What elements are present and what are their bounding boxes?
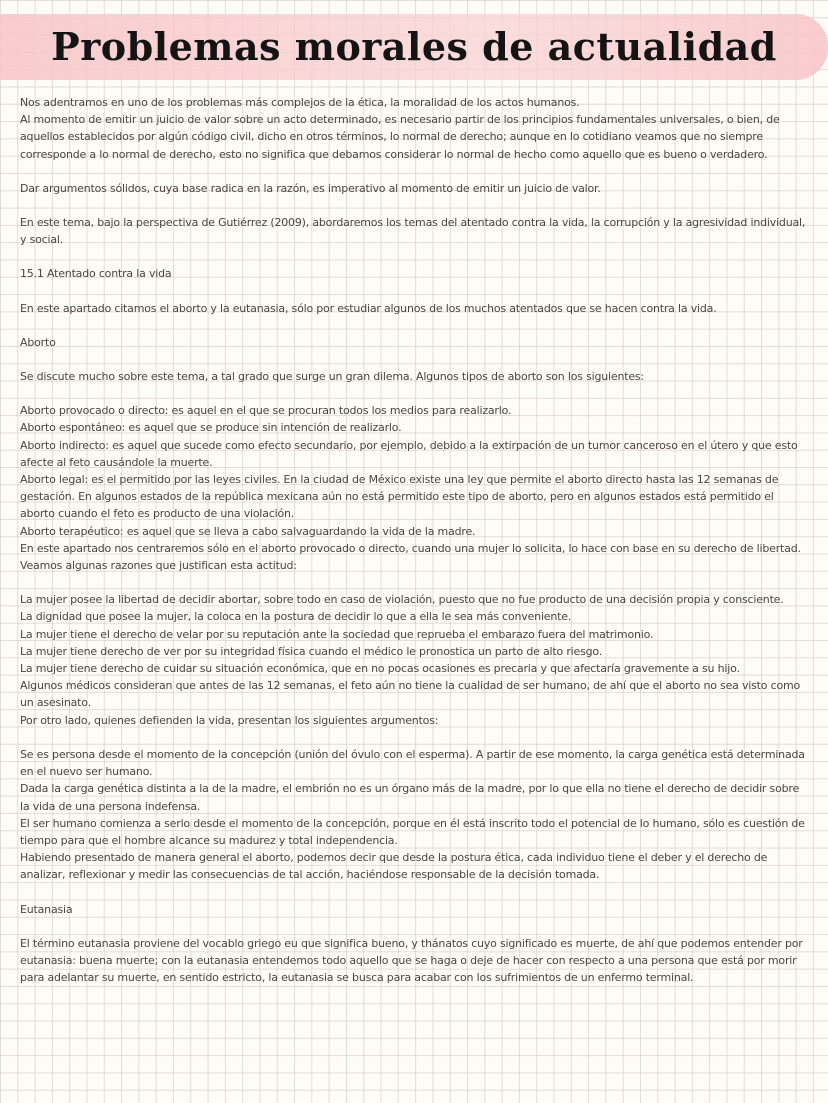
blank-line [20, 163, 810, 180]
text-line: La mujer tiene derecho de cuidar su situación económica, que en no pocas ocasiones es precaria y que afectaría gravemente a su hijo. [20, 662, 740, 676]
text-line: Aborto espontáneo: es aquel que se produce sin intención de realizarlo. [20, 421, 402, 435]
text-line: Por otro lado, quienes defienden la vida, presentan los siguientes argumentos: [20, 713, 439, 727]
text-line: El término eutanasia proviene del vocablo griego eu que significa bueno, y thánatos cuyo significado es muerte, de ahí que podemos entender por eutanasia: buena muerte; con la eutanasia entendemos todo aquello que se haga o deje de hacer con respecto a una persona que está por morir para adelantar su muerte, en sentido estricto, la eutanasia se busca para acabar con los sufrimientos de un enfermo terminal. [20, 936, 803, 985]
text-line: Aborto terapéutico: es aquel que se lleva a cabo salvaguardando la vida de la madre. [20, 524, 476, 538]
text-line: Aborto indirecto: es aquel que sucede como efecto secundario, por ejemplo, debido a la extirpación de un tumor canceroso en el útero y que esto afecte al feto causándole la muerte. [20, 438, 798, 469]
blank-line [20, 197, 810, 214]
blank-line [20, 918, 810, 935]
blank-line [20, 283, 810, 300]
text-line: En este apartado nos centraremos sólo en el aborto provocado o directo, cuando una mujer lo solicita, lo hace con base en su derecho de libertad. Veamos algunas razones que justifican esta actitud: [20, 541, 801, 573]
text-line: La mujer posee la libertad de decidir abortar, sobre todo en caso de violación, puesto que no fue producto de una decisión propia y consciente. [20, 593, 784, 607]
blank-line [20, 574, 810, 591]
text-line: La mujer tiene el derecho de velar por su reputación ante la sociedad que reprueba el embarazo fuera del matrimonio. [20, 627, 654, 641]
text-line: En este tema, bajo la perspectiva de Gutiérrez (2009), abordaremos los temas del atentado contra la vida, la corrupción y la agresividad individual, y social. [20, 216, 806, 247]
text-line: Al momento de emitir un juicio de valor sobre un acto determinado, es necesario partir de los principios fundamentales universales, o bien, de aquellos establecidos por algún código civil, dicho en otros términos, lo normal de derecho; aunque en lo cotidiano veamos que no siempre corresponde a lo normal de derecho, esto no significa que debamos considerar lo normal de hecho como aquello que es bueno o verdadero. [20, 113, 780, 161]
blank-line [20, 317, 810, 334]
blank-line [20, 248, 810, 265]
blank-line [20, 729, 810, 746]
blank-line [20, 385, 810, 402]
text-line: 15.1 Atentado contra la vida [20, 267, 172, 281]
text-line: Aborto [20, 335, 56, 349]
text-line: Habiendo presentado de manera general el aborto, podemos decir que desde la postura ética, cada individuo tiene el deber y el derecho de analizar, reflexionar y medir las consecuencias de tal acción, haciéndose responsable de la decisión tomada. [20, 851, 768, 882]
text-line: En este apartado citamos el aborto y la eutanasia, sólo por estudiar algunos de los muchos atentados que se hacen contra la vida. [20, 301, 717, 315]
text-line: Se discute mucho sobre este tema, a tal grado que surge un gran dilema. Algunos tipos de aborto son los siguientes: [20, 370, 644, 384]
page-title: Problemas morales de actualidad [51, 24, 777, 69]
text-line: Dada la carga genética distinta a la de la madre, el embrión no es un órgano más de la madre, por lo que ella no tiene el derecho de decidir sobre la vida de una persona indefensa. [20, 782, 800, 813]
text-line: Aborto provocado o directo: es aquel en el que se procuran todos los medios para realizarlo. [20, 404, 512, 418]
text-line: El ser humano comienza a serlo desde el momento de la concepción, porque en él está inscrito todo el potencial de lo humano, sólo es cuestión de tiempo para que el hombre alcance su madurez y total independencia. [20, 816, 805, 847]
text-line: Nos adentramos en uno de los problemas más complejos de la ética, la moralidad de los actos humanos. [20, 96, 580, 109]
text-line: Algunos médicos consideran que antes de las 12 semanas, el feto aún no tiene la cualidad de ser humano, de ahí que el aborto no sea visto como un asesinato. [20, 679, 801, 710]
text-line: Se es persona desde el momento de la concepción (unión del óvulo con el esperma). A partir de ese momento, la carga genética está determinada en el nuevo ser humano. [20, 747, 805, 779]
blank-line [20, 884, 810, 901]
text-line: Aborto legal: es el permitido por las leyes civiles. En la ciudad de México existe una ley que permite el aborto directo hasta las 12 semanas de gestación. En algunos estados de la república mexicana aún no está permitido este tipo de aborto, pero en algunos estados está permitido el aborto cuando el feto es producto de una violación. [20, 473, 779, 521]
text-line: Eutanasia [20, 902, 73, 916]
blank-line [20, 351, 810, 368]
text-line: Dar argumentos sólidos, cuya base radica en la razón, es imperativo al momento de emitir un juicio de valor. [20, 181, 601, 195]
text-line: La dignidad que posee la mujer, la coloca en la postura de decidir lo que a ella le sea más conveniente. [20, 610, 572, 624]
document-body [20, 94, 810, 986]
text-line: La mujer tiene derecho de ver por su integridad física cuando el médico le pronostica un parto de alto riesgo. [20, 644, 603, 658]
